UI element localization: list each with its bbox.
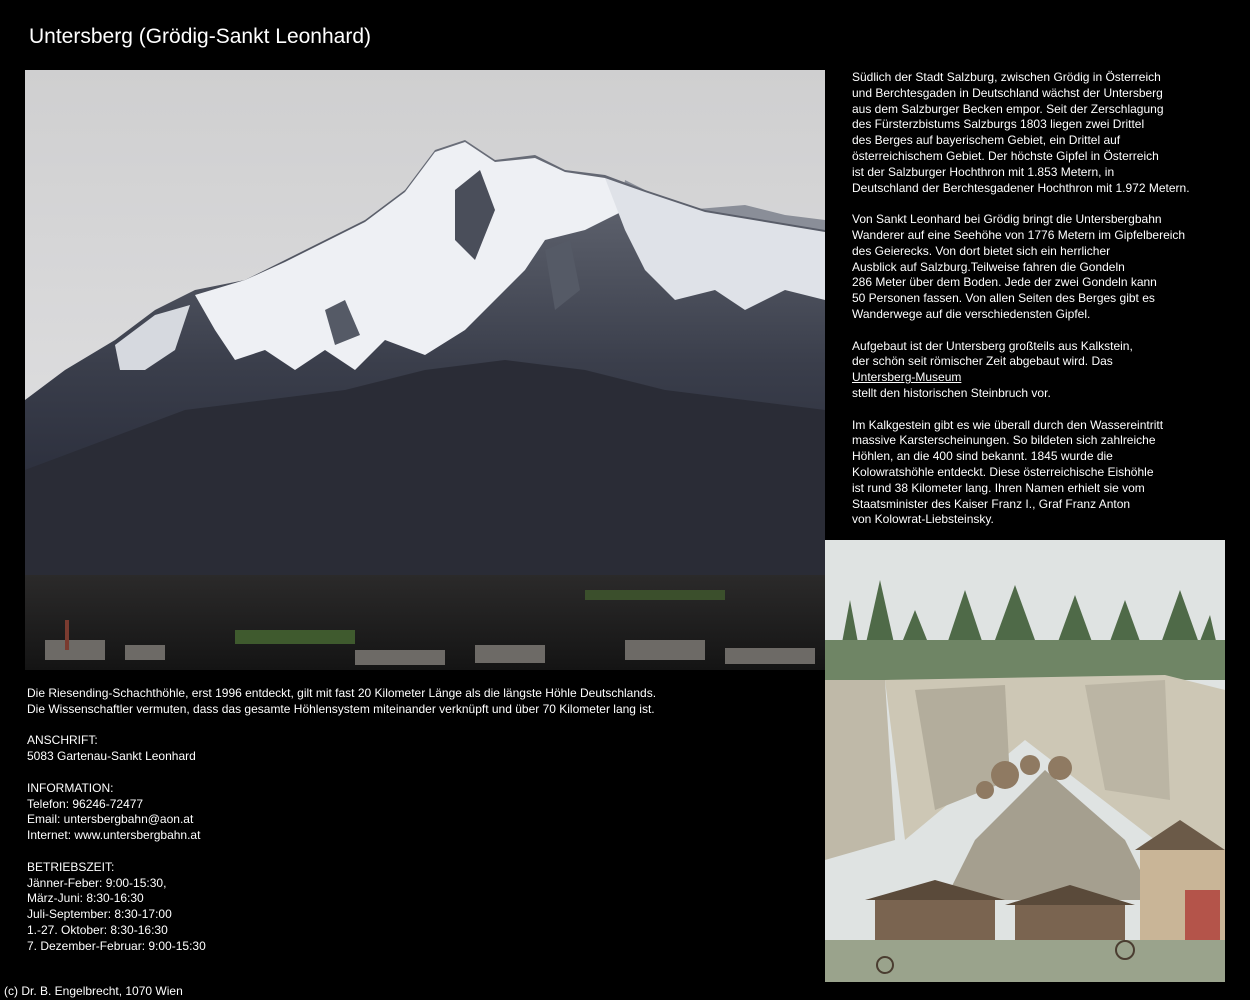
article-right-column: [852, 70, 1222, 544]
information-block: [27, 781, 817, 844]
address-heading: ANSCHRIFT:: [27, 733, 98, 748]
paragraph-location: Südlich der Stadt Salzburg, zwischen Grödig in Österreich und Berchtesgaden in Deutschland wächst der Untersberg aus dem Salzburger Becken empor. Seit der Zerschlagung des Fürsterzbistums Salzburgs 1803 liegen zwei Drittel des Berges auf bayerischem Gebiet, ein Drittel auf österreichischem Gebiet. Der höchste Gipfel in Österreich ist der Salzburger Hochthron mit 1.853 Metern, in Deutschland der Berchtesgadener Hochthron mit 1.972 Metern.: [852, 70, 1190, 195]
paragraph-limestone: [852, 339, 1222, 402]
visitor-info: [27, 686, 817, 970]
quarry-engraving: [825, 540, 1225, 982]
paragraph-caves: Im Kalkgestein gibt es wie überall durch den Wassereintritt massive Karsterscheinungen. So bildeten sich zahlreiche Höhlen, an die 400 sind bekannt. 1845 wurde die Kolowratshöhle entdeckt. Diese österreichische Eishöhle ist rund 38 Kilometer lang. Ihren Namen erhielt sie vom Staatsminister des Kaiser Franz I., Graf Franz Anton von Kolowrat-Liebsteinsky.: [852, 417, 1164, 527]
address-value: 5083 Gartenau-Sankt Leonhard: [27, 749, 196, 764]
hours-line: März-Juni: 8:30-16:30: [27, 891, 144, 906]
limestone-text-after: stellt den historischen Steinbruch vor.: [852, 385, 1051, 400]
hours-line: 7. Dezember-Februar: 9:00-15:30: [27, 938, 206, 953]
internet-value: Internet: www.untersbergbahn.at: [27, 828, 201, 843]
paragraph-cable-car: Von Sankt Leonhard bei Grödig bringt die Untersbergbahn Wanderer auf eine Seehöhe von 1776 Metern im Gipfelbereich des Geierecks. Von dort bietet sich ein herrlicher Ausblick auf Salzburg.Teilweise fahren die Gondeln 286 Meter über dem Boden. Jede der zwei Gondeln kann 50 Personen fassen. Von allen Seiten des Berges gibt es Wanderwege auf die verschiedensten Gipfel.: [852, 212, 1186, 321]
information-heading: INFORMATION:: [27, 780, 114, 795]
hours-line: Juli-September: 8:30-17:00: [27, 907, 172, 922]
mountain-photo: [25, 70, 825, 670]
email-value: Email: untersbergbahn@aon.at: [27, 812, 194, 827]
page-title: Untersberg (Grödig-Sankt Leonhard): [29, 25, 372, 48]
hours-line: 1.-27. Oktober: 8:30-16:30: [27, 922, 168, 937]
copyright-footer: (c) Dr. B. Engelbrecht, 1070 Wien: [4, 984, 183, 998]
hours-line: Jänner-Feber: 9:00-15:30,: [27, 875, 167, 890]
untersberg-museum-link[interactable]: Untersberg-Museum: [852, 370, 962, 385]
phone-value: Telefon: 96246-72477: [27, 796, 144, 811]
cave-intro: Die Riesending-Schachthöhle, erst 1996 entdeckt, gilt mit fast 20 Kilometer Länge als die längste Höhle Deutschlands. Die Wissenschaftler vermuten, dass das gesamte Höhlensystem miteinander verknüpft und über 70 Kilometer lang ist.: [27, 686, 657, 716]
hours-heading: BETRIEBSZEIT:: [27, 859, 115, 874]
hours-block: [27, 860, 817, 955]
limestone-text-before: Aufgebaut ist der Untersberg großteils aus Kalkstein, der schön seit römischer Zeit abgebaut wird. Das: [852, 338, 1133, 369]
address-block: [27, 733, 817, 765]
